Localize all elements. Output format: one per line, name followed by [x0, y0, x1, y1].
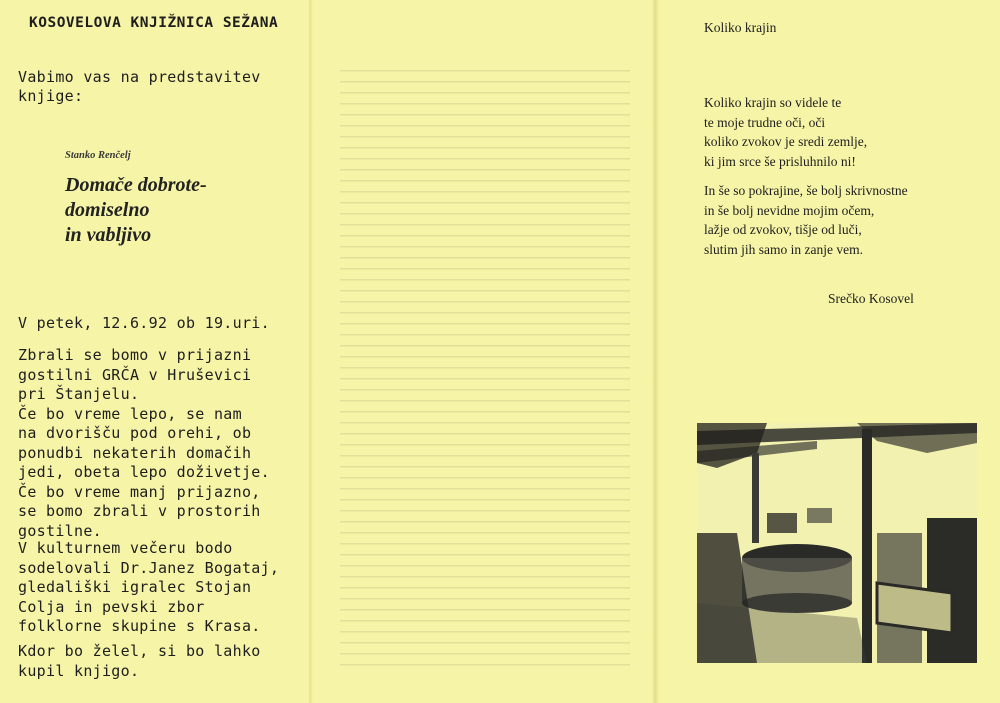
event-datetime: V petek, 12.6.92 ob 19.uri.: [18, 314, 270, 332]
show-through-text: [340, 70, 640, 670]
library-name: KOSOVELOVA KNJIŽNICA SEŽANA: [29, 15, 279, 31]
book-title: [65, 173, 207, 248]
book-cover-block: [65, 150, 207, 248]
poem-stanza: In še so pokrajine, še bolj skrivnostne in še bolj nevidne mojim očem, lažje od zvokov, tišje od luči, slutim jih samo in zanje vem.: [704, 183, 908, 257]
poem-author: Srečko Kosovel: [828, 291, 914, 306]
invitation-text: Vabimo vas na predstavitev knjige:: [18, 68, 261, 105]
poem-stanza: Koliko krajin so videle te te moje trudne oči, oči koliko zvokov je sredi zemlje, ki jim srce še prisluhnilo ni!: [704, 95, 868, 169]
book-title-line: Domače dobrote-: [65, 174, 207, 196]
poem-title: Koliko krajin: [704, 20, 777, 35]
program-paragraph: V kulturnem večeru bodo sodelovali Dr.Janez Bogataj, gledališki igralec Stojan Colja in pevski zbor folklorne skupine s Krasa.: [18, 539, 280, 635]
book-title-line: in vabljivo: [65, 224, 152, 246]
purchase-paragraph: Kdor bo želel, si bo lahko kupil knjigo.: [18, 642, 261, 680]
venue-paragraph: Zbrali se bomo v prijazni gostilni GRČA v Hruševici pri Štanjelu. Če bo vreme lepo, se nam na dvorišču pod orehi, ob ponudbi nekaterih domačih jedi, obeta lepo doživetje. Če bo vreme manj prijazno, se bomo zbrali v prostorih gostilne.: [18, 346, 270, 540]
book-title-line: domiselno: [65, 199, 150, 221]
book-author: Stanko Renčelj: [65, 150, 131, 161]
courtyard-photo: [697, 423, 977, 663]
